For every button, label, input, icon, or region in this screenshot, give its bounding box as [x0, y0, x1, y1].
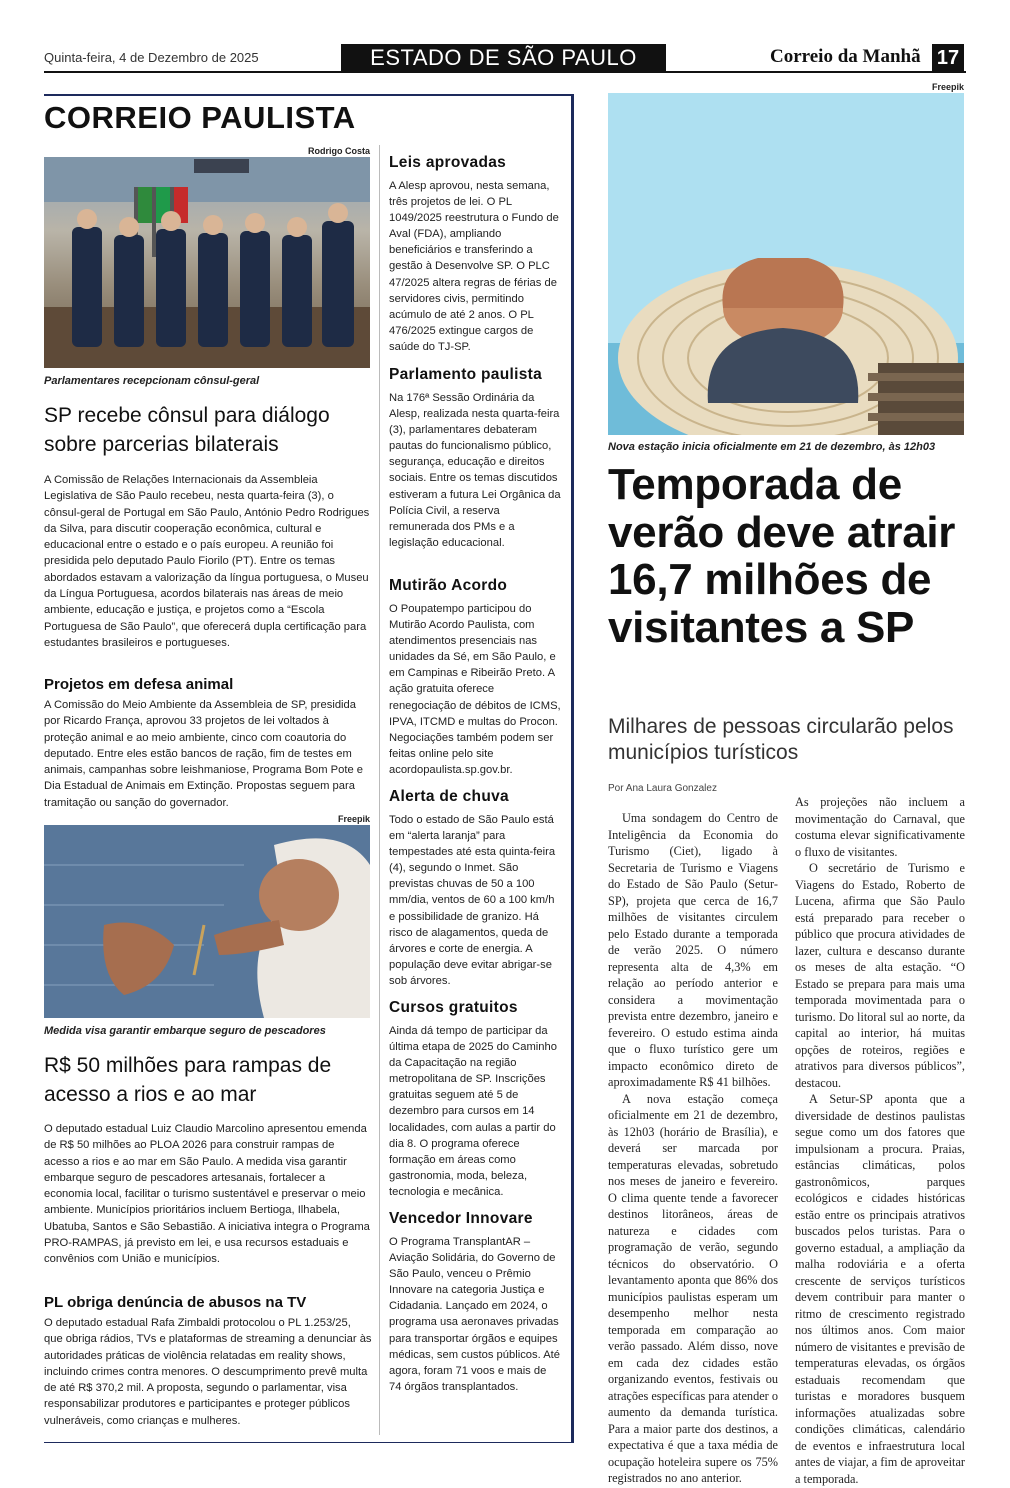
main-paragraph: Uma sondagem do Centro de Inteligência da Economia do Turismo (Ciet), ligado à Secretaria de Turismo e Viagens do Estado de São Paulo (Setur-SP), projeta que cerca de 16,7 milhões de visitantes circulem pelo Estado durante a temporada de verão 2025. O número representa alta de 4,3% em relação ao período anterior e considera a movimentação prevista entre dezembro, janeiro e fevereiro. O estudo estima ainda que o fluxo turístico gere um impacto econômico direto de aproximadamente R$ 41 bilhões. [608, 811, 778, 1089]
fisherman-photo [44, 825, 370, 1018]
main-paragraph: A nova estação começa oficialmente em 21 de dezembro, às 12h03 (horário de Brasília), e deverá ser marcada por temperaturas elevadas, sobretudo nos meses de janeiro e fevereiro. O clima quente tende a favorecer destinos litorâneos, áreas de natureza e cidades com programação de verão, segundo técnicos do observatório. O levantamento aponta que 86% dos municípios paulistas esperam um desempenho melhor nesta temporada em comparação ao verão passado. Além disso, nove em cada dez cidades estão organizando eventos, festivais ou atrações específicas para atender o aumento da demanda turística. Para a maior parte dos destinos, a expectativa é que a taxa média de ocupação hoteleira supere os 75% registrados no ano anterior. [608, 1091, 779, 1485]
photo-caption: Medida visa garantir embarque seguro de pescadores [44, 1025, 326, 1037]
edition-date: Quinta-feira, 4 de Dezembro de 2025 [44, 50, 259, 65]
photo-caption: Nova estação inicia oficialmente em 21 de dezembro, às 12h03 [608, 441, 936, 453]
note-body: Na 176ª Sessão Ordinária da Alesp, realizada nesta quarta-feira (3), parlamentares debateram pautas do funcionalismo público, segurança, educação e direitos sociais. Entre os temas discutidos estiveram a futura Lei Orgânica da Polícia Civil, a reserva remunerada dos PMs e a legislação educacional. [389, 392, 561, 549]
column-separator [379, 145, 380, 1435]
note-title: Vencedor Innovare [389, 1210, 533, 1227]
main-paragraph: As projeções não incluem a movimentação do Carnaval, que costuma elevar significativamente o fluxo de visitantes. [795, 795, 965, 859]
article-body: A Comissão de Relações Internacionais da Assembleia Legislativa de São Paulo recebeu, nesta quarta-feira (3), o cônsul-geral de Portugal em São Paulo, António Pedro Rodrigues da Silva, para discutir cooperação econômica, cultural e educacional entre o estado e o país europeu. A reunião foi presidida pelo deputado Paulo Fiorilo (PT). Entre os temas abordados estavam a valorização da língua portuguesa, o Museu da Língua Portuguesa, acordos bilaterais nas áreas de meio ambiente, educação e justiça, e projetos como a “Escola Portuguesa de São Paulo”, que oferecerá dupla certificação para estudantes brasileiros e portugueses. [44, 474, 370, 649]
article-subhead: PL obriga denúncia de abusos na TV [44, 1294, 307, 1311]
column-title: CORREIO PAULISTA [44, 100, 356, 135]
header-rule [44, 71, 966, 73]
main-body-column-2 [795, 794, 965, 1487]
main-paragraph: A Setur-SP aponta que a diversidade de destinos paulistas segue como um dos fatores que impulsionam a procura. Praias, estâncias climáticas, polos gastronômicos, parques ecológicos e cidades históricas estão entre os principais atrativos buscados pelos turistas. Para o governo estadual, a ampliação da malha rodoviária e a oferta crescente de serviços turísticos devem contribuir para manter o ritmo de crescimento registrado nos últimos anos. Com maior número de visitantes e previsão de temperaturas elevadas, os órgãos estaduais recomendam que turistas e moradores busquem informações atualizadas sobre condições climáticas, calendário de eventos e infraestrutura local antes de viajar, a fim de aproveitar a temporada. [795, 1092, 965, 1486]
consul-meeting-photo [44, 157, 370, 368]
article-body: O deputado estadual Rafa Zimbaldi protocolou o PL 1.253/25, que obriga rádios, TVs e plataformas de streaming a denunciar às autoridades práticas de violência relatadas em reality shows, incluindo crimes contra menores. O descumprimento prevê multa de até R$ 370,2 mil. A proposta, segundo o parlamentar, visa responsabilizar produtores e participantes e proteger públicos vulneráveis, como crianças e mulheres. [44, 1317, 372, 1427]
photo-caption: Parlamentares recepcionam cônsul-geral [44, 375, 260, 387]
photo-credit: Freepik [337, 814, 370, 824]
fisherman-illustration [44, 825, 370, 1018]
note-body: Todo o estado de São Paulo está em “alerta laranja” para tempestades até esta quinta-feira (4), segundo o Inmet. São previstas chuvas de 50 a 100 mm/dia, ventos de 60 a 100 km/h e possibilidade de granizo. Há risco de alagamentos, queda de árvores e corte de energia. A população deve evitar abrigar-se sob árvores. [389, 814, 556, 987]
article-headline: SP recebe cônsul para diálogo sobre parcerias bilaterais [44, 404, 330, 456]
newspaper-brand: Correio da Manhã [770, 46, 921, 67]
note-title: Parlamento paulista [389, 366, 542, 383]
main-paragraph: O secretário de Turismo e Viagens do Estado, Roberto de Lucena, afirma que São Paulo está preparado para receber o público que procura atividades de lazer, cultura e descanso durante os meses de alta estação. “O Estado se prepara para mais uma temporada movimentada para o turismo. Do litoral sul ao norte, da capital ao interior, há muitas opções de roteiros, regiões e atrativos para diversos públicos”, destacou. [795, 861, 965, 1090]
column-frame-right [571, 94, 574, 1442]
note-body: O Programa TransplantAR – Aviação Solidária, do Governo de São Paulo, venceu o Prêmio Innovare na categoria Justiça e Cidadania. Lançado em 2024, o programa usa aeronaves privadas para transportar órgãos e equipes médicas, sem custos públicos. Até agora, foram 71 voos e mais de 74 órgãos transplantados. [389, 1236, 560, 1393]
main-deck: Milhares de pessoas circularão pelos municípios turísticos [608, 715, 954, 764]
main-body-column-1 [608, 810, 778, 1487]
note-body: Ainda dá tempo de participar da última etapa de 2025 do Caminho da Capacitação na região metropolitana de SP. Inscrições gratuitas seguem até 5 de dezembro para cursos em 14 localidades, com aulas a partir do dia 8. O programa oferece formação em áreas como gastronomia, moda, beleza, tecnologia e mecânica. [389, 1025, 557, 1198]
consul-meeting-illustration [44, 157, 370, 368]
note-title: Leis aprovadas [389, 154, 507, 171]
note-body: A Alesp aprovou, nesta semana, três projetos de lei. O PL 1049/2025 reestrutura o Fundo de Aval (FDA), ampliando beneficiários e transferindo a gestão à Desenvolve SP. O PLC 47/2025 altera regras de férias de servidores civis, permitindo acúmulo de até 2 anos. O PL 476/2025 extingue cargos de saúde do TJ-SP. [389, 180, 559, 353]
byline: Por Ana Laura Gonzalez [608, 783, 717, 794]
article-subhead: Projetos em defesa animal [44, 676, 234, 693]
page-number: 17 [932, 44, 964, 72]
column-frame-bottom [44, 1442, 574, 1443]
section-banner: ESTADO DE SÃO PAULO [341, 44, 666, 72]
note-title: Cursos gratuitos [389, 999, 518, 1016]
article-body: O deputado estadual Luiz Claudio Marcolino apresentou emenda de R$ 50 milhões ao PLOA 2026 para construir rampas de acesso a rios e ao mar em São Paulo. A medida visa garantir embarque seguro de pescadores artesanais, fortalecer a economia local, facilitar o turismo sustentável e preservar o meio ambiente. Municípios prioritários incluem Bertioga, Ilhabela, Ubatuba, Santos e São Sebastião. A iniciativa integra o Programa PRO-RAMPAS, já previsto em lei, e usa recursos estaduais e convênios com União e municípios. [44, 1123, 370, 1266]
article-body: A Comissão do Meio Ambiente da Assembleia de SP, presidida por Ricardo França, aprovou 33 projetos de lei voltados à proteção animal e ao meio ambiente, cinco com coautoria do deputado. Entre eles estão bancos de ração, fim de testes em animais, campanhas sobre leishmaniose, Programa Bom Pote e Dia Estadual de Animais em Extinção. Propostas seguem para tramitação ou sanção do governador. [44, 699, 364, 809]
summer-hat-illustration [608, 93, 964, 435]
article-headline: R$ 50 milhões para rampas de acesso a rios e ao mar [44, 1054, 332, 1106]
photo-credit: Rodrigo Costa [308, 146, 370, 156]
column-frame-top [44, 94, 574, 96]
photo-credit: Freepik [931, 82, 964, 92]
note-body: O Poupatempo participou do Mutirão Acordo Paulista, com atendimentos presenciais nas unidades da Sé, em São Paulo, e em Campinas e Ribeirão Preto. A ação gratuita oferece renegociação de débitos de ICMS, IPVA, ITCMD e multas do Procon. Negociações também podem ser feitas online pelo site acordopaulista.sp.gov.br. [389, 603, 561, 776]
main-headline: Temporada de verão deve atrair 16,7 milhões de visitantes a SP [608, 460, 956, 652]
note-title: Mutirão Acordo [389, 577, 508, 594]
note-title: Alerta de chuva [389, 788, 509, 805]
summer-hat-photo [608, 93, 964, 435]
